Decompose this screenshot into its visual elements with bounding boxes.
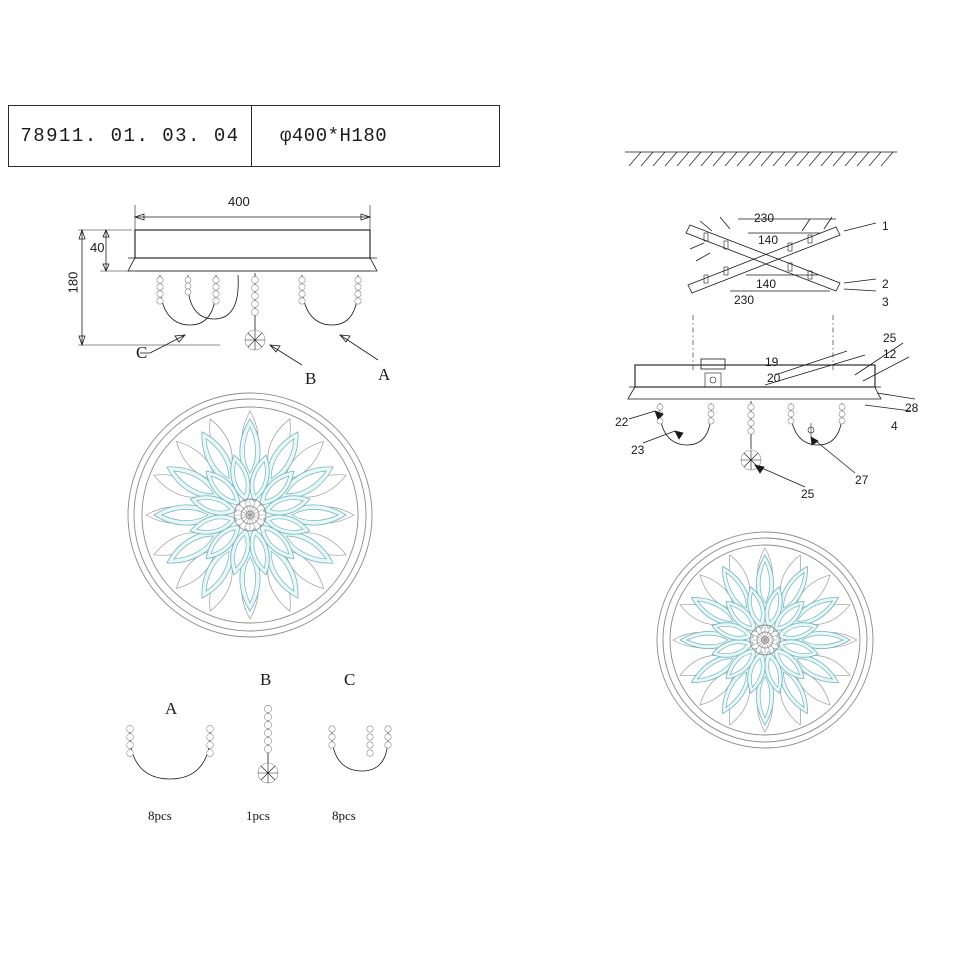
part-number-4: 4: [891, 419, 898, 433]
bracket-dim-140-bottom: 140: [756, 277, 777, 291]
ceiling-hatch-icon: [625, 140, 905, 172]
callout-c: C: [136, 343, 148, 362]
part-number-25: 25: [883, 331, 897, 345]
legend-label-c: C: [344, 670, 356, 689]
part-number-12: 12: [883, 347, 897, 361]
left-plan-view: [115, 390, 395, 640]
crystal-ball-icon: [245, 330, 265, 350]
legend-label-b: B: [260, 670, 272, 689]
center-rosette: [234, 499, 266, 531]
dimension-spec: φ400*H180: [280, 125, 388, 147]
width-dimension: [135, 205, 370, 245]
plate-dimension-value: 40: [90, 240, 105, 255]
center-rosette: [750, 625, 780, 655]
left-elevation-view: [40, 185, 440, 395]
legend-qty-c: 8pcs: [332, 808, 356, 823]
legend-qty-a: 8pcs: [148, 808, 172, 823]
fixture-base-plate: [128, 230, 377, 271]
callout-a: A: [378, 365, 391, 384]
bracket-dim-230-bottom: 230: [734, 293, 755, 307]
part-number-26: 23: [631, 443, 645, 457]
height-dimension-value: 180: [65, 271, 81, 294]
suspension-lines: [693, 315, 833, 370]
right-elevation-view: [615, 315, 945, 515]
model-code: 78911. 01. 03. 04: [9, 106, 252, 166]
bracket-dim-140-top: 140: [758, 233, 779, 247]
part-number-19: 19: [765, 355, 779, 369]
crystal-strands: [657, 401, 845, 470]
part-number-2: 2: [882, 277, 889, 291]
fixture-base-plate: [628, 359, 881, 399]
part-number-1: 1: [882, 219, 889, 233]
part-number-28: 28: [905, 401, 919, 415]
callout-b: B: [305, 369, 317, 388]
right-plan-view: [640, 515, 890, 765]
part-number-27: 27: [855, 473, 869, 487]
title-block: [8, 105, 500, 167]
crystal-strands: [157, 273, 361, 350]
parts-legend: [100, 665, 420, 835]
bracket-dimension-lines: [730, 219, 836, 291]
flower-plan-icon: [128, 393, 372, 637]
part-number-23: 25: [801, 487, 815, 501]
part-number-3: 3: [882, 295, 889, 309]
crystal-ball-icon: [258, 763, 278, 783]
legend-label-a: A: [165, 699, 178, 718]
bracket-dim-230-top: 230: [754, 211, 775, 225]
flower-plan-icon: [657, 532, 873, 748]
width-dimension-value: 400: [228, 194, 250, 209]
mounting-bracket-view: [660, 205, 920, 325]
legend-qty-b: 1pcs: [246, 808, 270, 823]
part-number-20: 20: [767, 371, 781, 385]
part-number-22: 22: [615, 415, 629, 429]
